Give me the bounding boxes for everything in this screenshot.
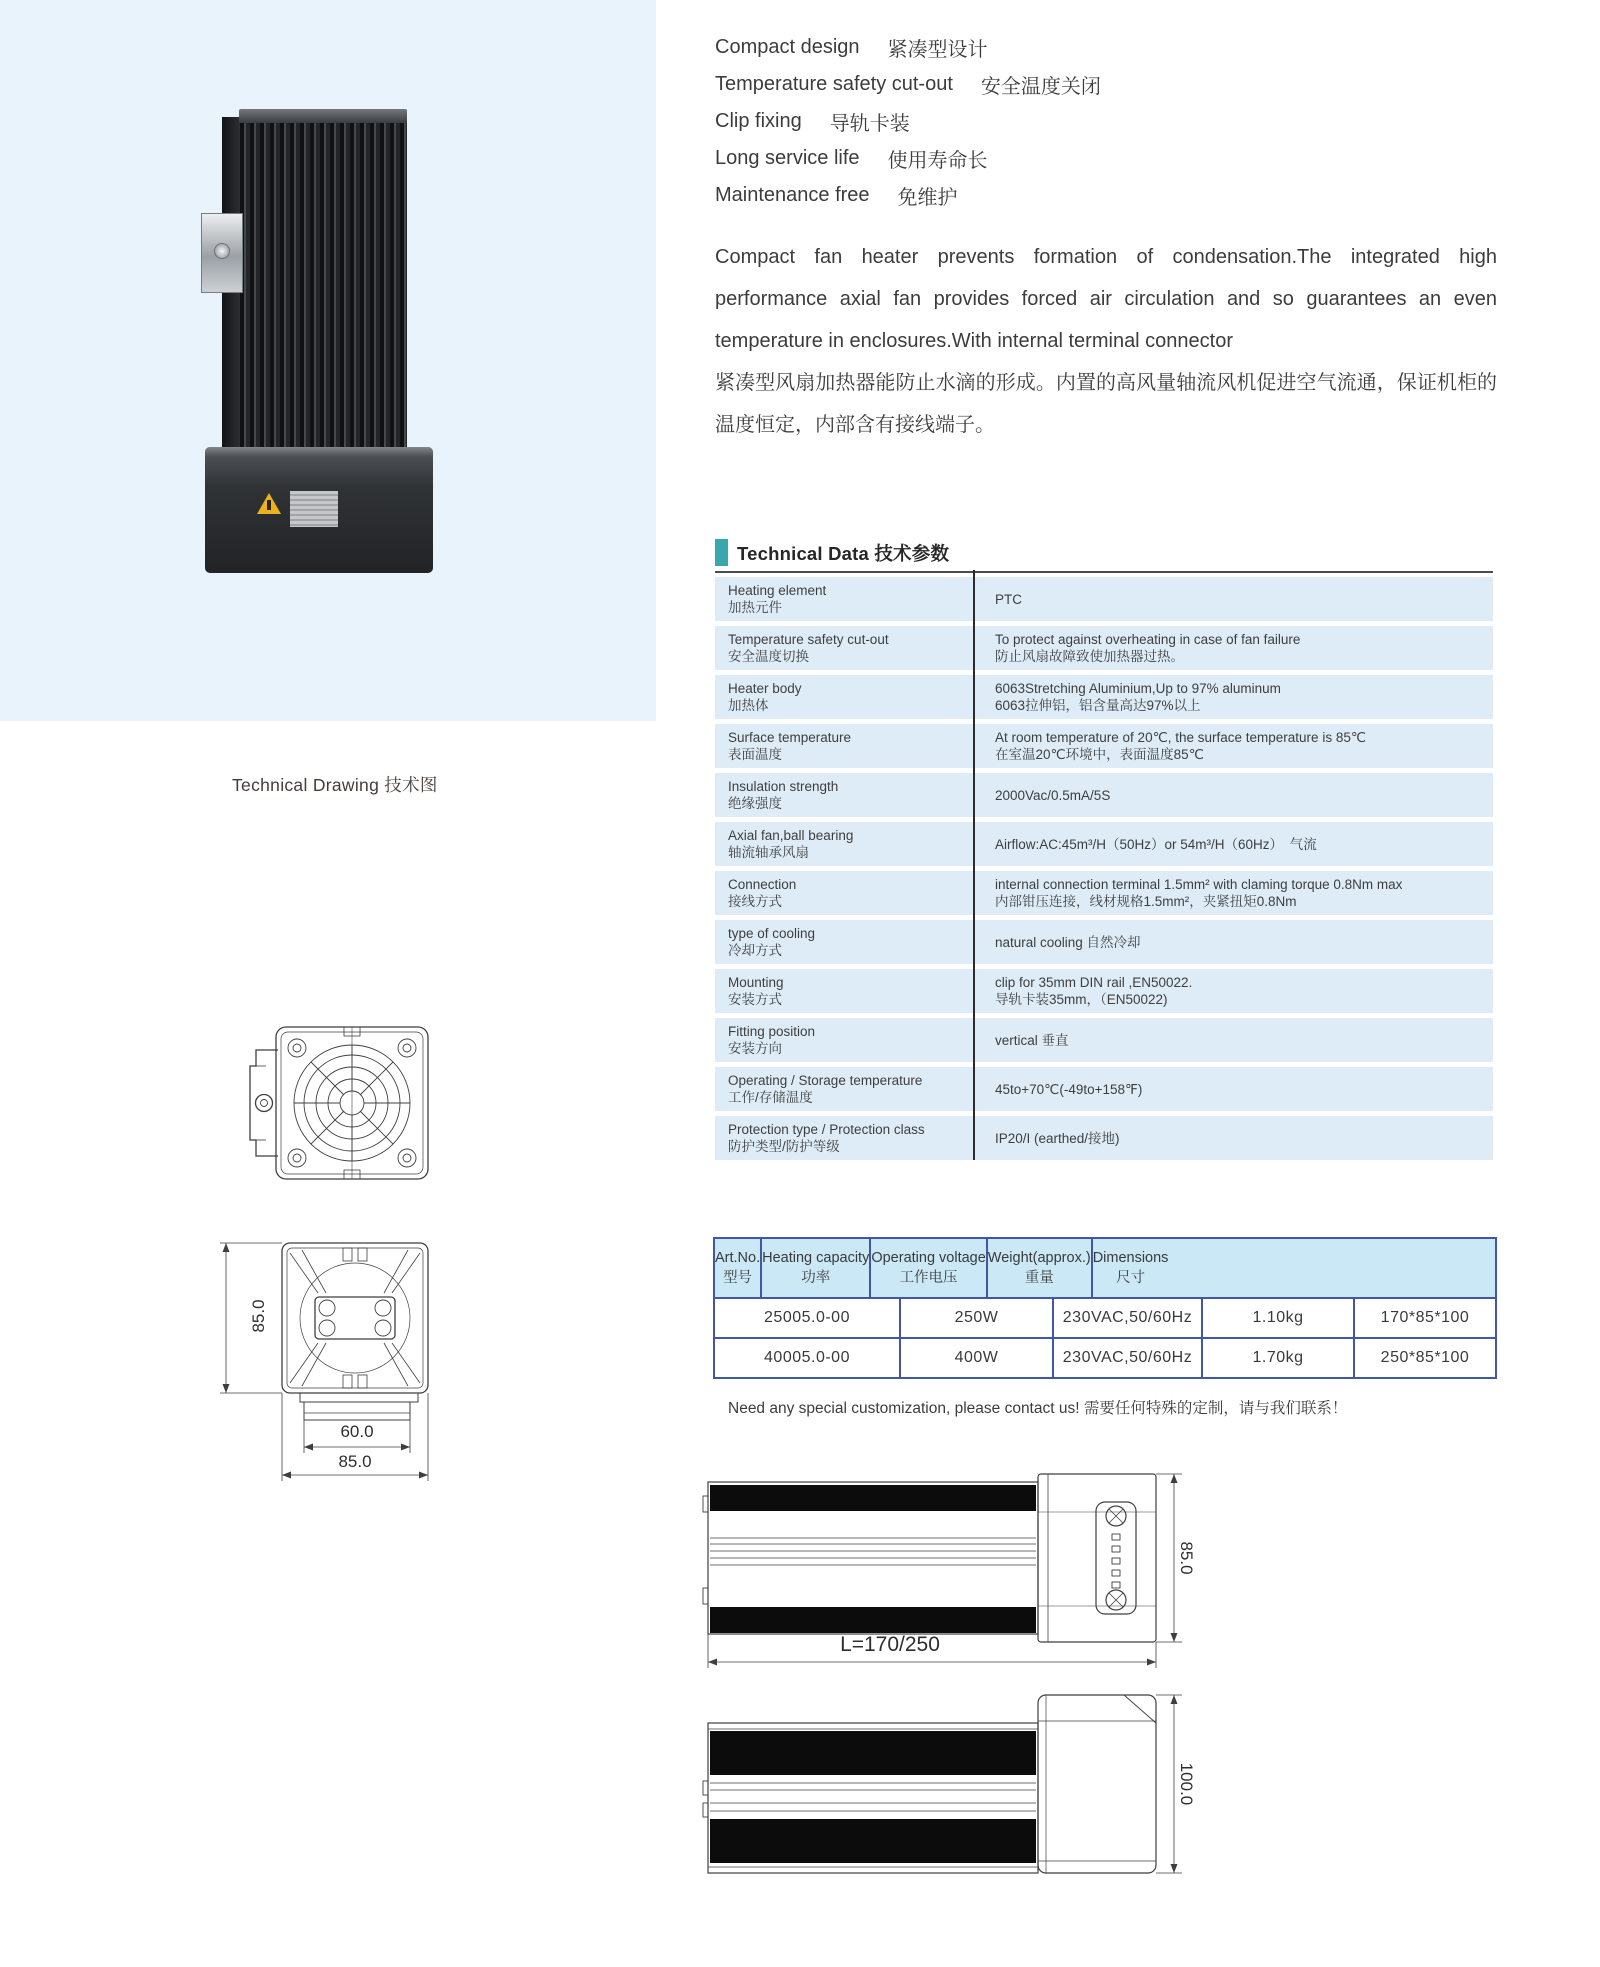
technical-data-title: Technical Data 技术参数 [737, 542, 950, 564]
cell-heating-capacity: 250W [899, 1299, 1052, 1337]
product-table-row [715, 1337, 1495, 1377]
feature-text-cn: 安全温度关闭 [980, 76, 1101, 98]
cell-weight: 1.70kg [1201, 1339, 1353, 1377]
spec-label-en: Fitting position [728, 1024, 816, 1039]
spec-label [715, 675, 973, 719]
spec-row [715, 577, 1493, 621]
spec-row [715, 969, 1493, 1013]
spec-label-cn: 加热元件 [728, 600, 782, 615]
customization-note: Need any special customization, please contact us! 需要任何特殊的定制，请与我们联系！ [728, 1400, 1348, 1417]
heater-base-bevel [205, 447, 433, 457]
spec-label [715, 1067, 973, 1111]
spec-row [715, 920, 1493, 964]
spec-label-cn: 安装方向 [728, 1041, 782, 1056]
feature-text-en: Compact design [715, 36, 860, 58]
product-table-header-cell [869, 1239, 985, 1297]
product-photo [195, 105, 445, 575]
description-en: Compact fan heater prevents formation of condensation.The integrated high performance axial fan provides forced air circulation and so guarantees an even temperature in enclosures.With internal terminal connector [715, 246, 1497, 352]
feature-item [715, 29, 1497, 66]
product-table-header-cell [715, 1239, 760, 1297]
spec-label-en: Insulation strength [728, 779, 839, 794]
header-en: Operating voltage [871, 1250, 986, 1266]
cell-weight: 1.10kg [1201, 1299, 1353, 1337]
product-table-header [715, 1239, 1495, 1299]
spec-label [715, 969, 973, 1013]
spec-label-en: Heating element [728, 583, 827, 598]
product-table [713, 1237, 1497, 1379]
feature-text-en: Clip fixing [715, 110, 802, 132]
feature-text-cn: 紧凑型设计 [887, 39, 988, 61]
cell-dimensions: 250*85*100 [1353, 1339, 1495, 1377]
technical-data-header [715, 539, 1493, 573]
spec-value: At room temperature of 20℃, the surface temperature is 85℃ 在室温20℃环境中，表面温度85℃ [995, 730, 1366, 762]
drawing-fan-back-view [212, 1237, 437, 1482]
drawing-fan-front-view [240, 1018, 435, 1188]
spec-label-en: Protection type / Protection class [728, 1122, 925, 1137]
spec-label-cn: 接线方式 [728, 894, 782, 909]
spec-label-en: Connection [728, 877, 797, 892]
spec-value: 6063Stretching Aluminium,Up to 97% aluminum 6063拉伸铝，铝含量高达97%以上 [995, 681, 1281, 713]
feature-list [715, 29, 1497, 214]
spec-label-cn: 工作/存储温度 [728, 1090, 813, 1105]
cell-dimensions: 170*85*100 [1353, 1299, 1495, 1337]
technical-drawing-caption: Technical Drawing 技术图 [232, 775, 438, 795]
spec-value: natural cooling 自然冷却 [995, 934, 1141, 950]
header-cn: 重量 [1024, 1270, 1054, 1286]
spec-label-en: Temperature safety cut-out [728, 632, 889, 647]
header-cn: 功率 [801, 1270, 831, 1286]
cell-heating-capacity: 400W [899, 1339, 1052, 1377]
spec-value: internal connection terminal 1.5mm² with claming torque 0.8Nm max 内部钳压连接，线材规格1.5mm²，夹紧扭矩0.8Nm [995, 877, 1403, 909]
spec-row [715, 822, 1493, 866]
spec-label-en: Axial fan,ball bearing [728, 828, 854, 843]
dim-side-depth: 100.0 [1177, 1762, 1196, 1806]
spec-label [715, 577, 973, 621]
spec-label-en: Heater body [728, 681, 802, 696]
spec-row [715, 1067, 1493, 1111]
spec-label-cn: 加热体 [728, 698, 769, 713]
feature-text-cn: 导轨卡装 [829, 113, 910, 135]
spec-row [715, 675, 1493, 719]
dim-back-width: 85.0 [338, 1452, 372, 1471]
header-cn: 型号 [723, 1270, 753, 1286]
header-en: Dimensions [1092, 1250, 1169, 1266]
dim-back-height: 85.0 [249, 1299, 268, 1333]
product-table-row [715, 1299, 1495, 1337]
feature-item [715, 177, 1497, 214]
spec-label [715, 871, 973, 915]
spec-label [715, 822, 973, 866]
technical-data-table [715, 577, 1493, 1160]
cell-operating-voltage: 230VAC,50/60Hz [1052, 1299, 1201, 1337]
dim-side-height: 85.0 [1177, 1541, 1196, 1575]
spec-value: Airflow:AC:45m³/H（50Hz）or 54m³/H（60Hz） 气流 [995, 836, 1317, 852]
spec-label-cn: 安装方式 [728, 992, 782, 1007]
product-table-header-cell [760, 1239, 869, 1297]
header-en: Heating capacity [762, 1250, 870, 1266]
spec-label-cn: 绝缘强度 [728, 796, 782, 811]
spec-label [715, 1116, 973, 1160]
product-table-body [715, 1299, 1495, 1377]
feature-text-en: Maintenance free [715, 184, 870, 206]
heater-top-face [239, 109, 407, 123]
spec-value: PTC [995, 591, 1022, 607]
table-column-divider [973, 570, 975, 1160]
dim-side-length: L=170/250 [840, 1633, 940, 1656]
spec-row [715, 1018, 1493, 1062]
feature-item [715, 103, 1497, 140]
spec-value: clip for 35mm DIN rail ,EN50022. 导轨卡装35mm，（EN50022) [995, 975, 1193, 1007]
feature-item [715, 66, 1497, 103]
feature-text-cn: 免维护 [897, 187, 958, 209]
spec-row [715, 773, 1493, 817]
spec-label-en: Mounting [728, 975, 784, 990]
spec-row [715, 626, 1493, 670]
feature-text-en: Long service life [715, 147, 860, 169]
header-cn: 工作电压 [899, 1270, 958, 1286]
spec-label-cn: 防护类型/防护等级 [728, 1139, 840, 1154]
spec-label [715, 1018, 973, 1062]
product-label [290, 491, 338, 527]
spec-label-cn: 轴流轴承风扇 [728, 845, 809, 860]
spec-row [715, 724, 1493, 768]
spec-label [715, 773, 973, 817]
spec-label [715, 626, 973, 670]
heater-finned-body [240, 117, 407, 465]
photo-panel [0, 0, 656, 721]
warning-triangle-icon [257, 493, 281, 514]
header-en: Weight(approx.) [987, 1250, 1091, 1266]
spec-label-en: Operating / Storage temperature [728, 1073, 923, 1088]
spec-row [715, 871, 1493, 915]
din-clip-screw [214, 243, 230, 259]
spec-label-cn: 安全温度切换 [728, 649, 809, 664]
product-table-header-cell [1091, 1239, 1169, 1297]
spec-value: 45to+70℃(-49to+158℉) [995, 1081, 1143, 1097]
spec-label-cn: 表面温度 [728, 747, 782, 762]
cell-art-no: 25005.0-00 [764, 1309, 850, 1326]
spec-value: 2000Vac/0.5mA/5S [995, 787, 1111, 803]
spec-label [715, 724, 973, 768]
spec-value: IP20/I (earthed/接地) [995, 1130, 1120, 1146]
spec-label-en: type of cooling [728, 926, 816, 941]
cell-operating-voltage: 230VAC,50/60Hz [1052, 1339, 1201, 1377]
drawing-side-view-depth [700, 1693, 1190, 1883]
product-description [715, 236, 1497, 446]
spec-row [715, 1116, 1493, 1160]
header-en: Art.No. [715, 1250, 761, 1266]
spec-label [715, 920, 973, 964]
feature-text-en: Temperature safety cut-out [715, 73, 953, 95]
feature-item [715, 140, 1497, 177]
header-cn: 尺寸 [1116, 1270, 1146, 1286]
spec-label-cn: 冷却方式 [728, 943, 782, 958]
description-cn: 紧凑型风扇加热器能防止水滴的形成。内置的高风量轴流风机促进空气流通，保证机柜的温度恒定，内部含有接线端子。 [715, 372, 1497, 436]
cell-art-no: 40005.0-00 [764, 1349, 850, 1366]
dim-back-inner-width: 60.0 [340, 1422, 374, 1441]
accent-bar [715, 539, 728, 566]
product-table-header-cell [986, 1239, 1091, 1297]
spec-label-en: Surface temperature [728, 730, 852, 745]
spec-value: vertical 垂直 [995, 1032, 1069, 1048]
spec-value: To protect against overheating in case of fan failure 防止风扇故障致使加热器过热。 [995, 632, 1301, 664]
feature-text-cn: 使用寿命长 [887, 150, 988, 172]
